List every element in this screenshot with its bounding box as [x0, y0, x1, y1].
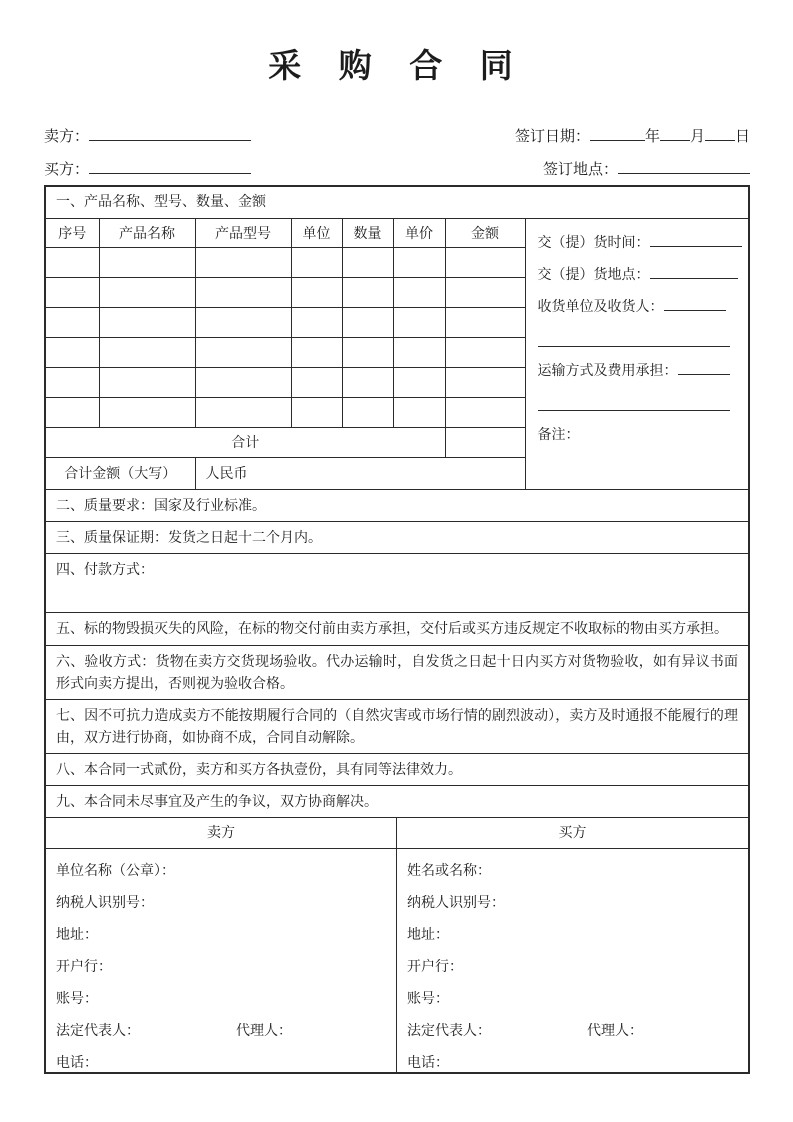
table-cell-empty — [195, 307, 291, 337]
transport-blank — [678, 362, 730, 375]
table-cell-empty — [342, 397, 393, 427]
month-label: 月 — [689, 127, 705, 145]
table-cell-empty — [99, 337, 195, 367]
buyer-legal-rep-label: 法定代表人： — [407, 1023, 491, 1039]
table-cell-empty — [291, 367, 342, 397]
table-cell-empty — [99, 397, 195, 427]
product-area — [46, 219, 748, 489]
table-cell-empty — [393, 247, 445, 277]
delivery-time-field — [538, 227, 742, 259]
delivery-side-panel — [526, 219, 752, 489]
seller-company-field: 单位名称（公章）： — [56, 863, 175, 879]
table-cell-empty — [342, 247, 393, 277]
transport-field — [538, 355, 742, 387]
buyer-name-field: 姓名或名称： — [407, 863, 491, 879]
table-cell-empty — [445, 397, 525, 427]
buyer-phone-field: 电话： — [407, 1055, 449, 1071]
total-label: 合计 — [46, 427, 445, 457]
seller-label: 卖方： — [44, 127, 90, 145]
table-cell-empty — [99, 277, 195, 307]
table-row — [46, 337, 525, 367]
sign-date-month-blank — [660, 126, 690, 141]
product-table-header — [46, 219, 525, 247]
contract-form-box — [44, 185, 750, 1074]
table-cell-empty — [99, 247, 195, 277]
table-cell-empty — [291, 397, 342, 427]
clause-7-force-majeure: 七、因不可抗力造成卖方不能按期履行合同的（自然灾害或市场行情的剧烈波动），卖方及时通报不能履行的理由，双方进行协商，如协商不成，合同自动解除。 — [46, 699, 748, 753]
buyer-account-field: 账号： — [407, 991, 449, 1007]
remarks-field — [538, 419, 742, 451]
table-cell-empty — [393, 397, 445, 427]
table-cell-empty — [46, 367, 99, 397]
table-cell-empty — [445, 247, 525, 277]
clause-5-risk-of-loss: 五、标的物毁损灭失的风险，在标的物交付前由卖方承担，交付后或买方违反规定不收取标的物由买方承担。 — [46, 612, 748, 645]
table-row — [46, 397, 525, 427]
total-amount-words-label: 合计金额（大写） — [46, 457, 195, 489]
receiver-blank-line2 — [538, 323, 730, 347]
table-cell-empty — [445, 307, 525, 337]
table-row — [46, 277, 525, 307]
table-cell-empty — [195, 247, 291, 277]
sign-date-year-blank — [590, 126, 645, 141]
table-row — [46, 247, 525, 277]
table-cell-empty — [393, 307, 445, 337]
buyer-name-blank — [89, 159, 251, 174]
table-cell-empty — [342, 337, 393, 367]
seller-phone-field: 电话： — [56, 1055, 98, 1071]
signature-header-row — [46, 817, 748, 848]
table-cell-empty — [393, 367, 445, 397]
year-label: 年 — [644, 127, 660, 145]
table-cell-empty — [342, 307, 393, 337]
table-cell-empty — [445, 337, 525, 367]
meta-row-2 — [44, 146, 750, 179]
clause-8-copies: 八、本合同一式贰份，卖方和买方各执壹份，具有同等法律效力。 — [46, 753, 748, 785]
sign-place-field — [543, 158, 750, 179]
column-header-product-model: 产品型号 — [195, 219, 291, 247]
clause-9-disputes: 九、本合同未尽事宜及产生的争议，双方协商解决。 — [46, 785, 748, 817]
section1-heading: 一、产品名称、型号、数量、金额 — [46, 187, 748, 219]
table-cell-empty — [46, 277, 99, 307]
table-cell-empty — [195, 277, 291, 307]
table-cell-empty — [291, 337, 342, 367]
seller-legal-rep-label: 法定代表人： — [56, 1023, 140, 1039]
signature-buyer-header: 买方 — [558, 825, 587, 841]
buyer-tax-id-field: 纳税人识别号： — [407, 895, 505, 911]
column-header-product-name: 产品名称 — [99, 219, 195, 247]
sign-date-day-blank — [705, 126, 735, 141]
table-cell-empty — [46, 307, 99, 337]
table-cell-empty — [46, 337, 99, 367]
clause-4-payment-method: 四、付款方式： — [46, 553, 748, 612]
seller-name-blank — [89, 126, 251, 141]
column-header-unit: 单位 — [291, 219, 342, 247]
seller-field — [44, 125, 251, 146]
column-header-unit-price: 单价 — [393, 219, 445, 247]
total-row — [46, 427, 525, 457]
table-cell-empty — [195, 397, 291, 427]
day-label: 日 — [734, 127, 750, 145]
buyer-label: 买方： — [44, 160, 90, 178]
seller-legal-rep-field — [56, 1015, 388, 1047]
seller-bank-field: 开户行： — [56, 959, 112, 975]
sign-date-field — [515, 125, 750, 146]
buyer-legal-rep-field — [407, 1015, 740, 1047]
table-cell-empty — [393, 337, 445, 367]
contract-meta — [44, 113, 750, 179]
table-cell-empty — [46, 247, 99, 277]
receiver-label: 收货单位及收货人： — [537, 299, 664, 315]
table-cell-empty — [46, 397, 99, 427]
delivery-place-blank — [650, 266, 738, 279]
transport-blank-line2 — [538, 387, 730, 411]
signature-buyer-column — [397, 849, 748, 1072]
table-cell-empty — [195, 367, 291, 397]
clause-3-warranty-period: 三、质量保证期：发货之日起十二个月内。 — [46, 521, 748, 553]
buyer-field — [44, 158, 251, 179]
product-table-totals — [46, 427, 525, 489]
seller-agent-label: 代理人： — [236, 1023, 292, 1039]
total-amount-cell — [445, 427, 525, 457]
table-cell-empty — [99, 307, 195, 337]
table-cell-empty — [445, 367, 525, 397]
receiver-field — [538, 291, 742, 323]
seller-account-field: 账号： — [56, 991, 98, 1007]
delivery-time-blank — [650, 234, 742, 247]
table-cell-empty — [393, 277, 445, 307]
delivery-place-field — [538, 259, 742, 291]
buyer-agent-label: 代理人： — [587, 1023, 643, 1039]
table-cell-empty — [342, 277, 393, 307]
column-header-quantity: 数量 — [342, 219, 393, 247]
sign-place-blank — [618, 159, 750, 174]
total-amount-words-row — [46, 457, 525, 489]
sign-date-label: 签订日期： — [514, 127, 590, 145]
buyer-bank-field: 开户行： — [407, 959, 463, 975]
column-header-amount: 金额 — [445, 219, 525, 247]
sign-place-label: 签订地点： — [542, 160, 618, 178]
signature-body — [46, 848, 748, 1072]
table-cell-empty — [99, 367, 195, 397]
remarks-label: 备注： — [537, 427, 580, 443]
meta-row-1 — [44, 113, 750, 146]
delivery-time-label: 交（提）货时间： — [537, 235, 650, 251]
signature-seller-column — [46, 849, 397, 1072]
table-cell-empty — [342, 367, 393, 397]
total-amount-words-value: 人民币 — [195, 457, 525, 489]
product-table-rows — [46, 247, 525, 427]
header-row — [46, 219, 525, 247]
product-table — [46, 219, 526, 489]
delivery-place-label: 交（提）货地点： — [537, 267, 650, 283]
receiver-blank — [664, 298, 726, 311]
buyer-address-field: 地址： — [407, 927, 449, 943]
table-cell-empty — [291, 307, 342, 337]
table-cell-empty — [291, 247, 342, 277]
signature-seller-header: 卖方 — [46, 818, 397, 848]
table-cell-empty — [291, 277, 342, 307]
table-row — [46, 367, 525, 397]
table-cell-empty — [195, 337, 291, 367]
table-row — [46, 307, 525, 337]
seller-tax-id-field: 纳税人识别号： — [56, 895, 154, 911]
seller-address-field: 地址： — [56, 927, 98, 943]
clause-6-acceptance-method: 六、验收方式：货物在卖方交货现场验收。代办运输时，自发货之日起十日内买方对货物验收，如有异议书面形式向卖方提出，否则视为验收合格。 — [46, 645, 748, 699]
page-title: 采 购 合 同 — [268, 46, 526, 85]
column-header-index: 序号 — [46, 219, 99, 247]
table-cell-empty — [445, 277, 525, 307]
transport-label: 运输方式及费用承担： — [537, 363, 678, 379]
clause-2-quality-requirement: 二、质量要求：国家及行业标准。 — [46, 489, 748, 521]
